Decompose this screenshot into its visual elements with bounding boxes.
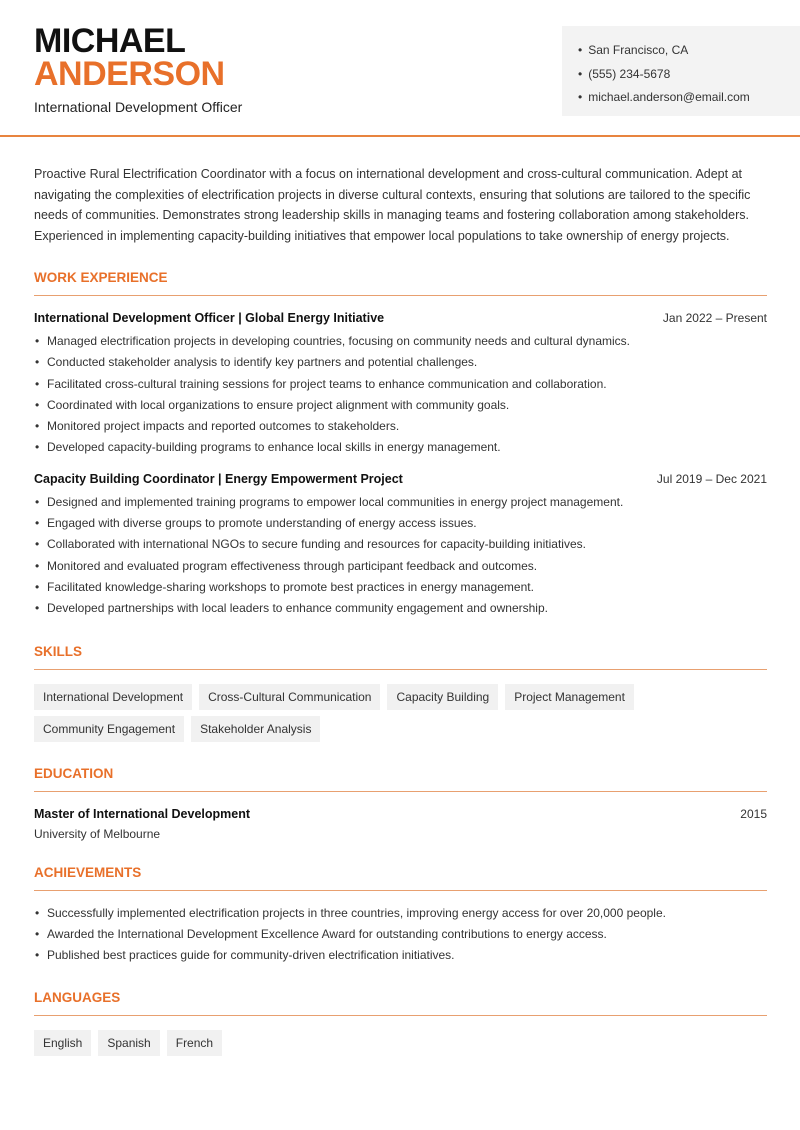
job-title: International Development Officer [34, 99, 243, 115]
bullet-item: • Coordinated with local organizations to ensure project alignment with community goals. [34, 395, 767, 416]
job-header [34, 310, 767, 327]
summary: Proactive Rural Electrification Coordinator with a focus on international development and cross-cultural communication. Adept at navigating the complexities of electrification projects in diverse cultural contexts, ensuring that solutions are tailored to the specific needs of communities. Demonstrates strong leadership skills in managing teams and fostering collaboration among stakeholders. Experienced in implementing capacity-building initiatives that empower local populations to take ownership of energy projects. [34, 167, 751, 243]
contact-box [562, 26, 800, 116]
bullet-item: • Developed capacity-building programs to enhance local skills in energy management. [34, 437, 767, 458]
degree: Master of International Development [34, 806, 251, 821]
job-dates: Jul 2019 – Dec 2021 [656, 471, 767, 486]
skill-tag: Community Engagement [34, 716, 184, 742]
achievements-section [34, 865, 767, 967]
skill-tag: Project Management [505, 684, 634, 710]
education-section [34, 766, 767, 841]
job-bullets [34, 492, 767, 620]
bullet-item: • Engaged with diverse groups to promote understanding of energy access issues. [34, 513, 767, 534]
skill-tag: International Development [34, 684, 192, 710]
achievement-item: • Successfully implemented electrification projects in three countries, improving energy access for over 20,000 people. [34, 903, 767, 924]
bullet-item: • Collaborated with international NGOs to secure funding and resources for capacity-building initiatives. [34, 534, 767, 555]
language-tag: French [167, 1030, 222, 1056]
bullet-item: • Facilitated cross-cultural training sessions for project teams to enhance communication and collaboration. [34, 374, 767, 395]
bullet-item: • Developed partnerships with local leaders to enhance community engagement and ownership. [34, 598, 767, 619]
skill-tag: Cross-Cultural Communication [199, 684, 380, 710]
first-name: MICHAEL [34, 22, 186, 60]
job-role: Capacity Building Coordinator | Energy Empowerment Project [34, 471, 403, 486]
last-name: ANDERSON [34, 55, 225, 93]
section-heading: EDUCATION [34, 766, 767, 792]
bullet-item: • Conducted stakeholder analysis to identify key partners and potential challenges. [34, 352, 767, 373]
school: University of Melbourne [34, 826, 161, 841]
skills-section [34, 644, 767, 742]
section-heading: LANGUAGES [34, 990, 767, 1016]
job-role: International Development Officer | Global Energy Initiative [34, 311, 385, 325]
skill-tag: Stakeholder Analysis [191, 716, 320, 742]
bullet-item: • Monitored project impacts and reported outcomes to stakeholders. [34, 416, 767, 437]
achievement-item: • Awarded the International Development Excellence Award for outstanding contributions to energy access. [34, 924, 767, 945]
job-entry [34, 471, 767, 620]
resume-header [0, 0, 800, 137]
section-heading: ACHIEVEMENTS [34, 865, 767, 891]
language-tag: Spanish [98, 1030, 159, 1056]
contact-phone: • (555) 234-5678 [578, 63, 800, 87]
section-heading: SKILLS [34, 644, 767, 670]
contact-location: • San Francisco, CA [578, 39, 800, 63]
bullet-item: • Facilitated knowledge-sharing workshops to promote best practices in energy management. [34, 577, 767, 598]
education-year: 2015 [740, 806, 767, 821]
work-experience-section [34, 270, 767, 620]
languages-section [34, 990, 767, 1056]
bullet-item: • Designed and implemented training programs to empower local communities in energy project management. [34, 492, 767, 513]
job-bullets [34, 331, 767, 459]
bullet-item: • Monitored and evaluated program effectiveness through participant feedback and outcomes. [34, 556, 767, 577]
job-header [34, 471, 767, 488]
language-tag: English [34, 1030, 91, 1056]
job-dates: Jan 2022 – Present [662, 311, 767, 325]
achievement-item: • Published best practices guide for community-driven electrification initiatives. [34, 945, 767, 966]
skill-tag: Capacity Building [387, 684, 498, 710]
bullet-item: • Managed electrification projects in developing countries, focusing on community needs and cultural dynamics. [34, 331, 767, 352]
job-entry [34, 310, 767, 459]
contact-email[interactable]: • michael.anderson@email.com [578, 86, 800, 110]
section-heading: WORK EXPERIENCE [34, 270, 767, 296]
